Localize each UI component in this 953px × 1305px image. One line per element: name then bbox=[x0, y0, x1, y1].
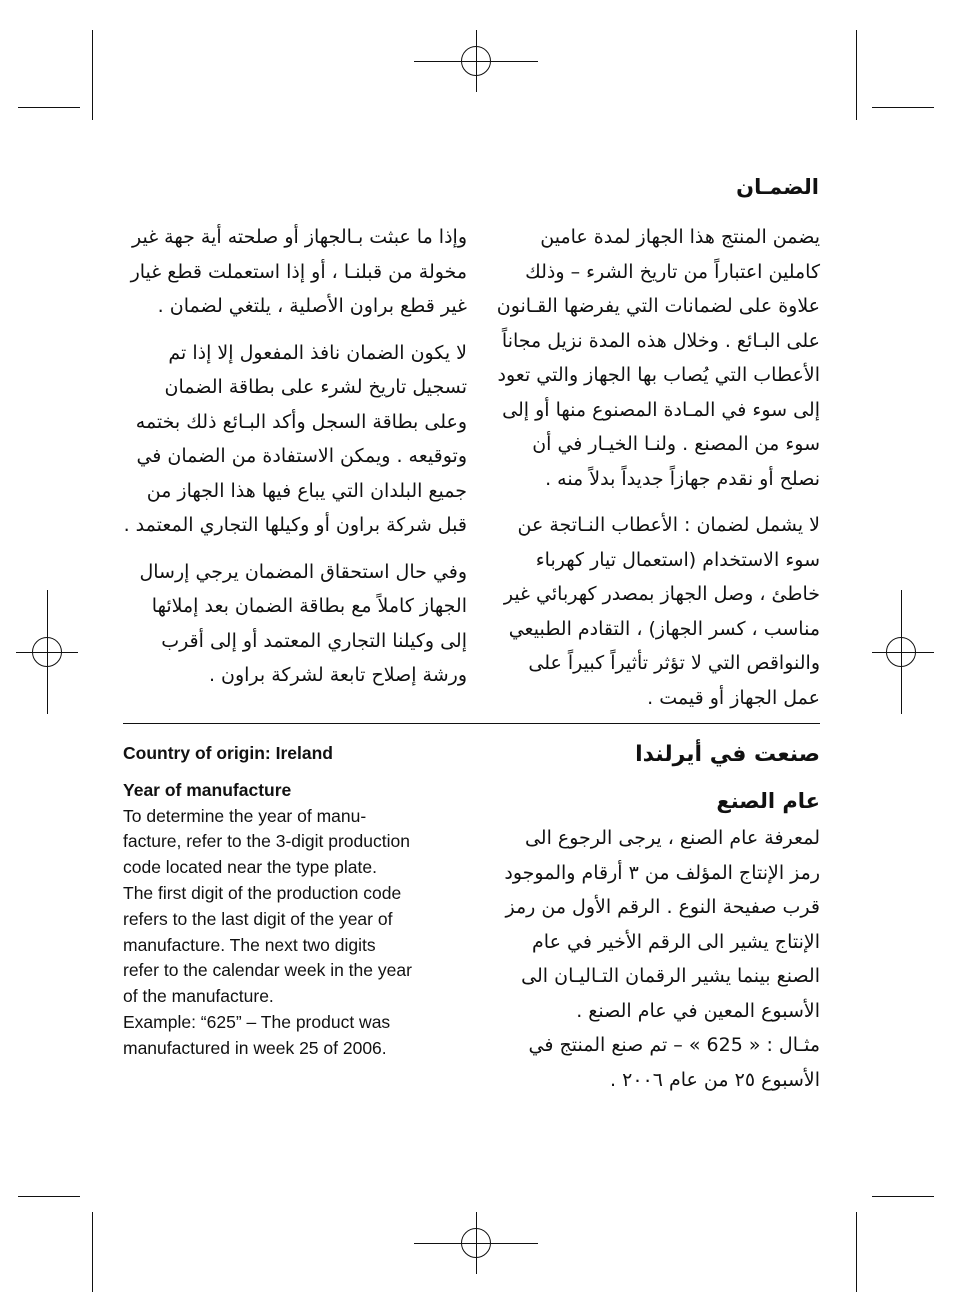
warranty-paragraph: لا يكون الضمان نافذ المفعول إلا إذا تم تسجيل تاريخ لشرء على بطاقة الضمان وعلى بطاقة السجل وأكد البـائع ذلك بختمه وتوقيعه . ويمكن الاستفادة من الضمان في جميع البلدان التي يباع فيها هذا الجهاز من قبل شركة براون أو وكيلها التجاري المعتمد . bbox=[123, 341, 467, 536]
section-divider bbox=[123, 723, 820, 724]
crop-mark bbox=[856, 30, 857, 120]
origin-arabic bbox=[490, 735, 820, 1097]
crop-mark bbox=[92, 30, 93, 120]
crop-mark bbox=[872, 107, 934, 108]
warranty-paragraph: وفي حال استحقاق المضمان يرجي إرسال الجهاز كاملاً مع بطاقة الضمان بعد إملائها إلى وكيلنا التجاري المعتمد أو إلى أقرب ورشة إصلاح تابعة لشركة براون . bbox=[139, 560, 467, 686]
warranty-right-column bbox=[490, 220, 820, 727]
year-of-manufacture-text-ar: لمعرفة عام الصنع ، يرجى الرجوع الى رمز الإنتاج المؤلف من ٣ أرقام والموجود قرب صفيحة النوع . الرقم الأول من رمز الإنتاج يشير الى الرقم الأخير في عام الصنع بينما يشير الرقمان التـاليـان الى الأسبوع المعين في عام الصنع . bbox=[504, 827, 820, 1022]
warranty-left-column bbox=[122, 220, 467, 705]
crop-mark bbox=[18, 107, 80, 108]
origin-english bbox=[123, 741, 468, 1062]
warranty-paragraph: يضمن المنتج هذا الجهاز لمدة عامين كاملين اعتباراً من تاريخ الشرء – وذلك علاوة على لضمانات التي يفرضها القـانون على البـائع . وخلال هذه المدة نزيل مجاناً الأعطاب التي يُصاب بها الجهاز والتي تعود إلى سوء في المـادة المصنوع منها أو إلى سوء من المصنع . ولنـا الخيـار في أن نصلح أو نقدم جهازاً جديداً بدلاً منه . bbox=[496, 226, 820, 490]
warranty-paragraph: لا يشمل لضمان : الأعطاب النـاتجة عن سوء الاستخدام (استعمال تيار كهرباء خاطئ ، وصل الجهاز بمصدر كهربائي غير مناسب ، كسر الجهاز) ، التقادم الطبيعي والنواقص التي لا تؤثر تأثيراً كبيراً على عمل الجهاز أو قيمت . bbox=[503, 514, 820, 709]
crop-mark bbox=[856, 1212, 857, 1292]
year-of-manufacture-text: To determine the year of manu- facture, refer to the 3-digit production code located near the type plate. The first digit of the production code refers to the last digit of the year of manufacture. The next two digits refer to the calendar week in the year of the manufacture. Example: “625” – The product was manufactured in week 25 of 2006. bbox=[123, 805, 412, 1058]
country-of-origin: Country of origin: Ireland bbox=[123, 743, 333, 763]
warranty-title: الضمـان bbox=[736, 175, 819, 199]
warranty-paragraph: وإذا ما عبثت بـالجهاز أو صلحته أية جهة غير مخولة من قبلنـا ، أو إذا استعملت قطع غيار غير قطع براون الأصلية ، يلتغي لضمان . bbox=[130, 226, 467, 317]
country-of-origin-ar: صنعت في أيرلندا bbox=[635, 742, 820, 767]
crop-mark bbox=[92, 1212, 93, 1292]
year-of-manufacture-heading: Year of manufacture bbox=[123, 779, 292, 800]
example-text-ar: مثـال : « 625 » – تم صنع المنتج في الأسبوع ٢٥ من عام ٢٠٠٦ . bbox=[528, 1034, 820, 1091]
crop-mark bbox=[18, 1196, 80, 1197]
crop-mark bbox=[872, 1196, 934, 1197]
year-of-manufacture-heading-ar: عام الصنع bbox=[716, 789, 820, 813]
